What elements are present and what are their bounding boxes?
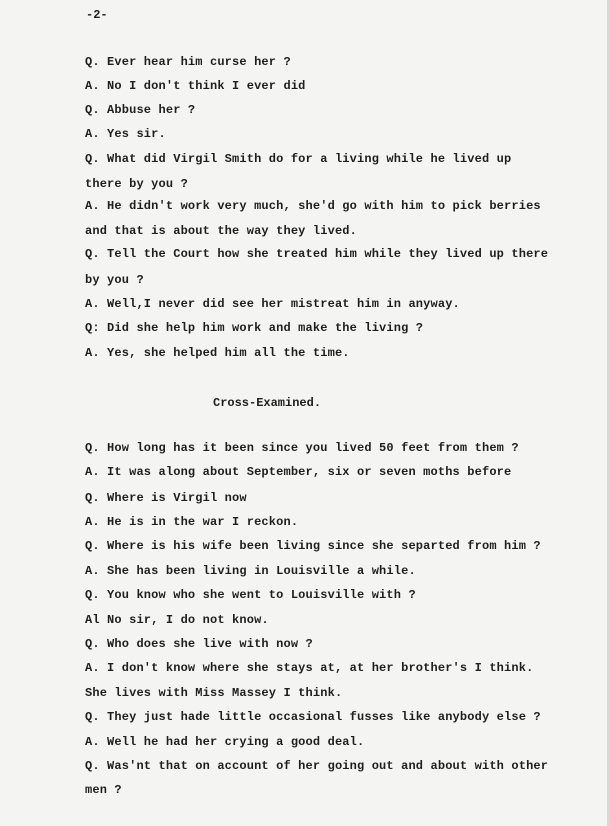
transcript-line: Q. Tell the Court how she treated him while they lived up there xyxy=(85,247,549,261)
transcript-line: Q. They just hade little occasional fusses like anybody else ? xyxy=(85,710,541,724)
transcript-line: Q. Who does she live with now ? xyxy=(85,637,313,651)
transcript-line: A. Well he had her crying a good deal. xyxy=(85,735,365,749)
transcript-line: there by you ? xyxy=(85,177,188,191)
transcript-line: Q. Was'nt that on account of her going out and about with other xyxy=(85,759,549,773)
transcript-line: Q. Abbuse her ? xyxy=(85,103,196,117)
transcript-line: by you ? xyxy=(85,273,144,287)
transcript-line: Q. Where is Virgil now xyxy=(85,491,247,505)
transcript-line: Q. What did Virgil Smith do for a living while he lived up xyxy=(85,152,512,166)
transcript-line: A. No I don't think I ever did xyxy=(85,79,306,93)
transcript-line: A. He didn't work very much, she'd go with him to pick berries xyxy=(85,199,541,213)
section-heading: Cross-Examined. xyxy=(213,396,322,410)
transcript-line: Al No sir, I do not know. xyxy=(85,613,269,627)
transcript-line: A. He is in the war I reckon. xyxy=(85,515,299,529)
transcript-line: A. It was along about September, six or seven moths before xyxy=(85,465,512,479)
transcript-line: Q. Ever hear him curse her ? xyxy=(85,55,291,69)
transcript-line: A. I don't know where she stays at, at her brother's I think. xyxy=(85,661,534,675)
transcript-line: Q: Did she help him work and make the living ? xyxy=(85,321,424,335)
transcript-line: A. She has been living in Louisville a while. xyxy=(85,564,416,578)
transcript-line: She lives with Miss Massey I think. xyxy=(85,686,343,700)
transcript-line: A. Yes, she helped him all the time. xyxy=(85,346,350,360)
transcript-line: A. Well,I never did see her mistreat him in anyway. xyxy=(85,297,460,311)
transcript-line: men ? xyxy=(85,783,122,797)
transcript-line: Q. Where is his wife been living since she separted from him ? xyxy=(85,539,541,553)
transcript-line: Q. How long has it been since you lived 50 feet from them ? xyxy=(85,441,519,455)
transcript-line: and that is about the way they lived. xyxy=(85,224,357,238)
transcript-line: A. Yes sir. xyxy=(85,127,166,141)
page-number: -2- xyxy=(86,8,108,22)
transcript-line: Q. You know who she went to Louisville with ? xyxy=(85,588,416,602)
